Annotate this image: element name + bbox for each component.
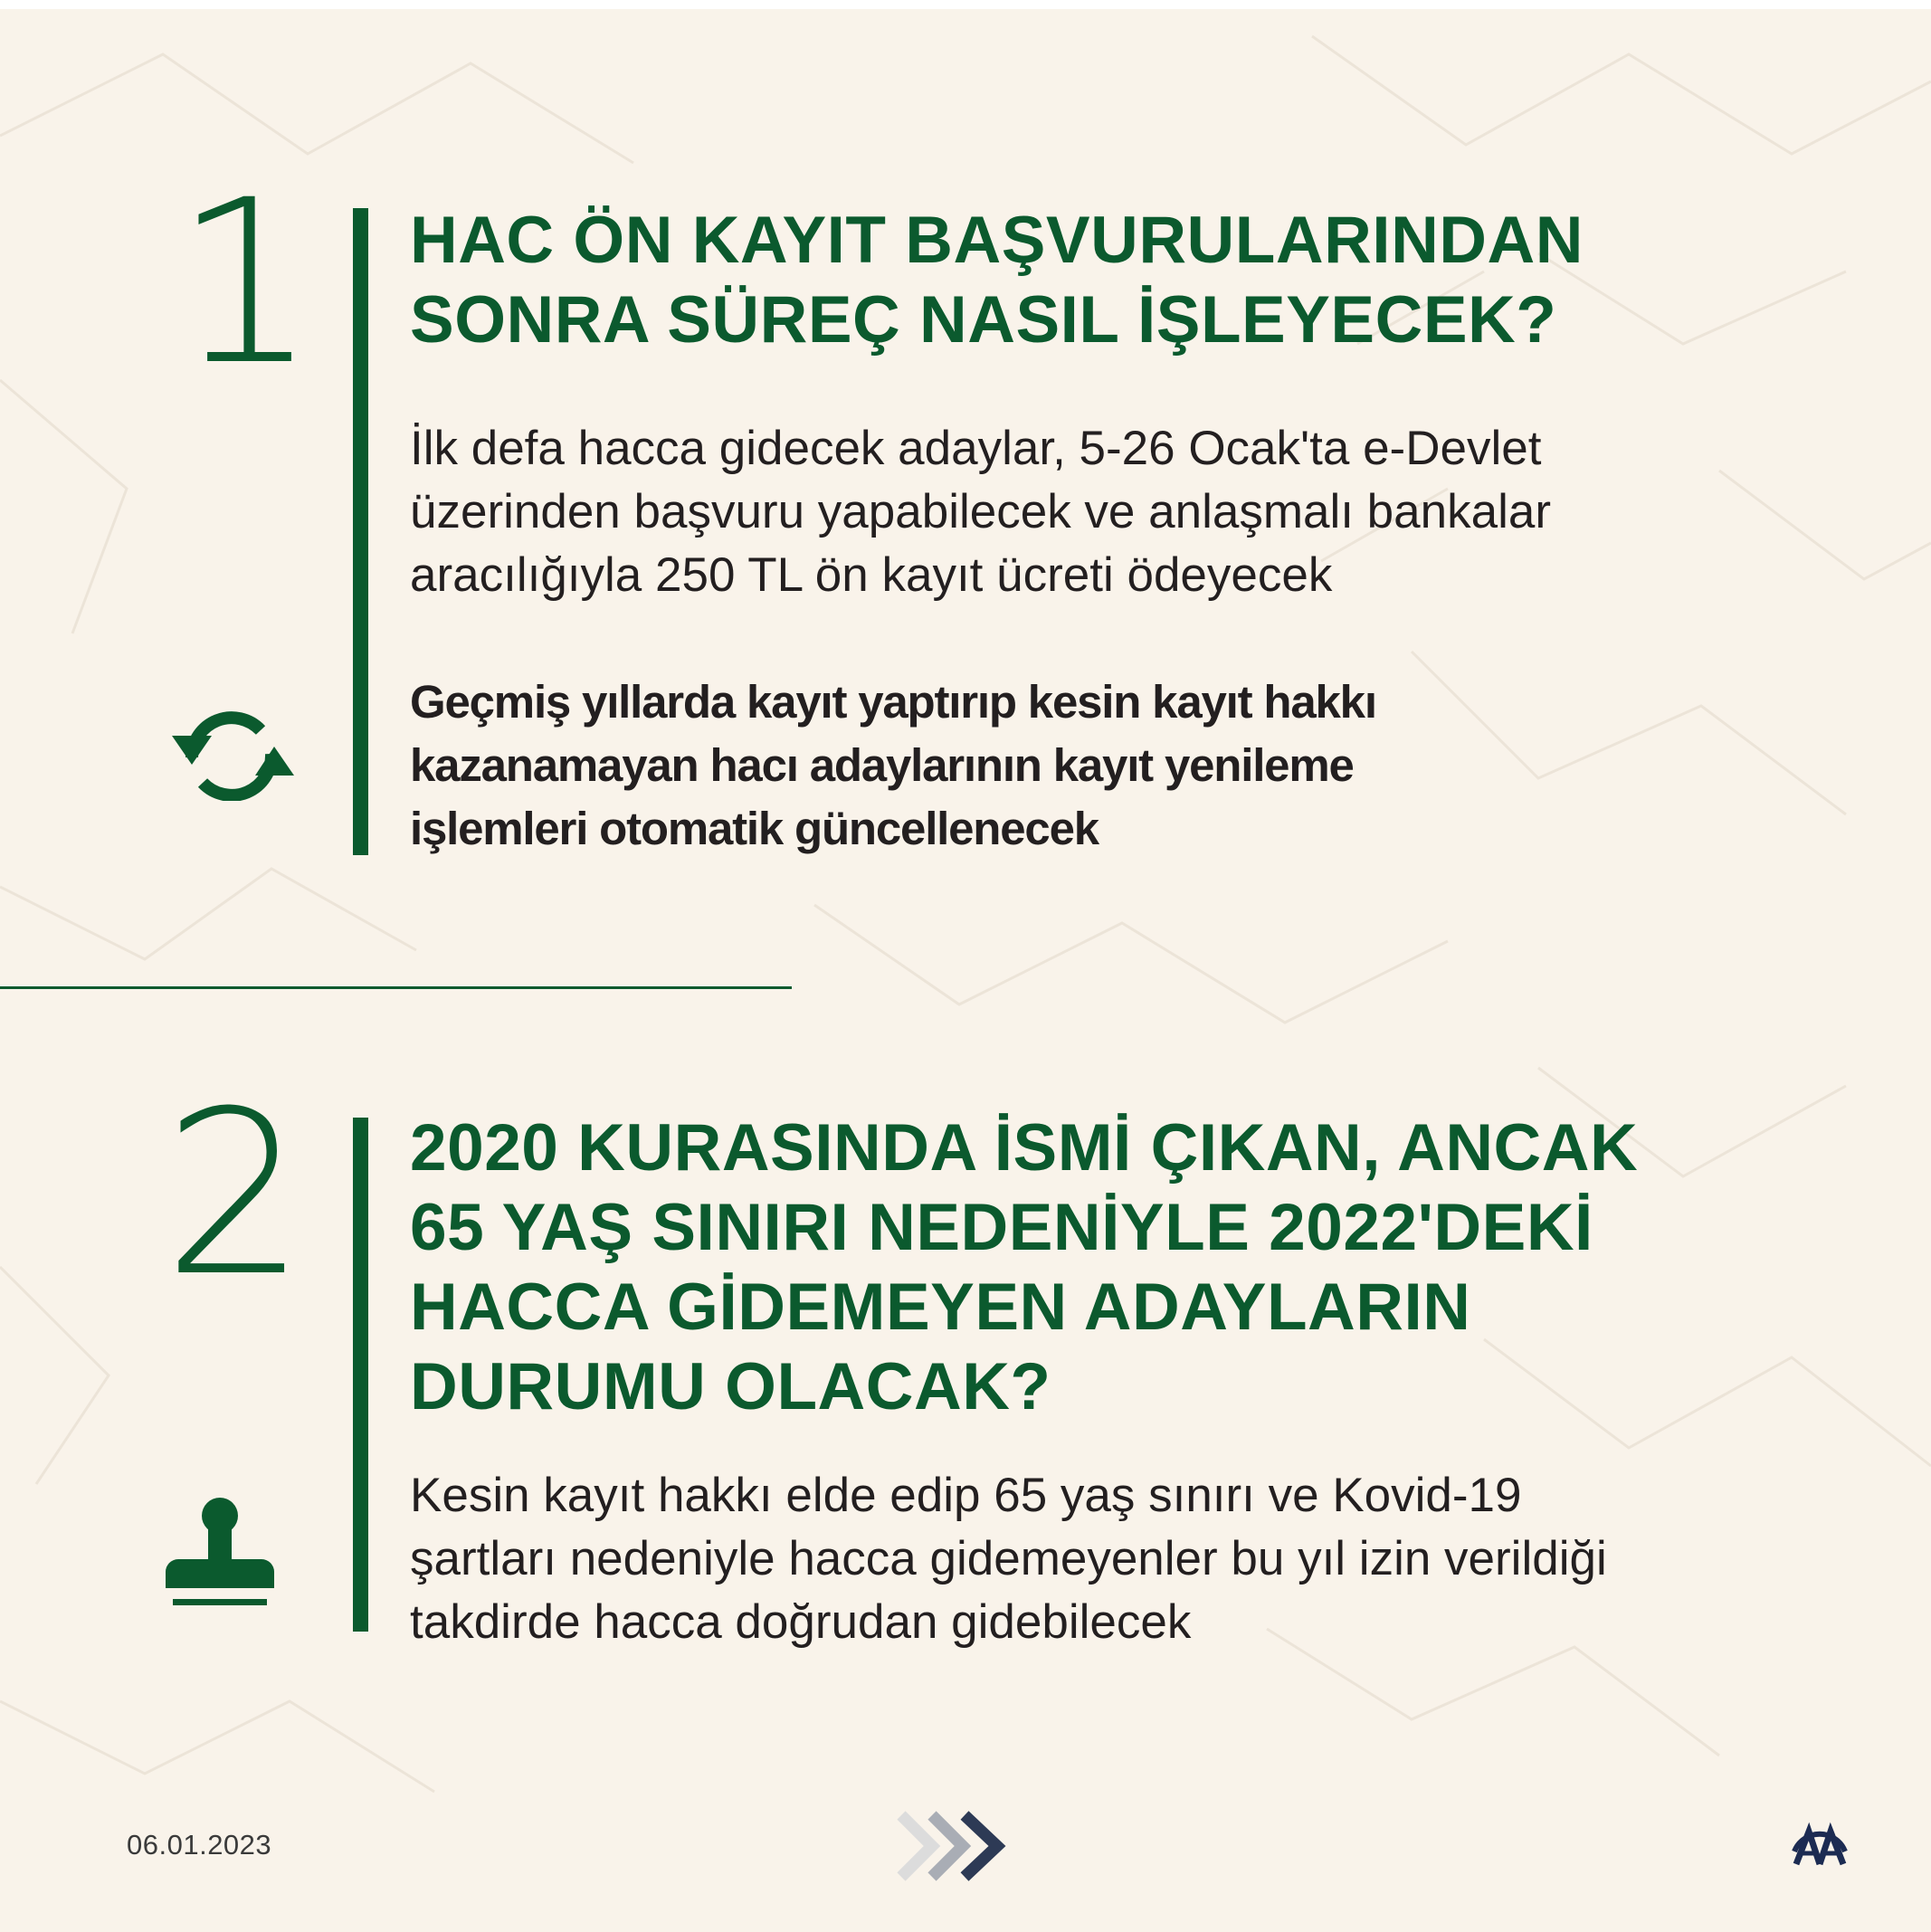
aa-logo-icon (1787, 1810, 1852, 1866)
section-number-1: 1 (174, 151, 319, 414)
paragraph-line: şartları nedeniyle hacca gidemeyenler bu yıl izin verildiği (410, 1532, 1607, 1585)
section-1-accent-bar (353, 208, 368, 855)
paragraph-line: işlemleri otomatik güncellenecek (410, 803, 1099, 854)
paragraph-line: Geçmiş yıllarda kayıt yaptırıp kesin kayıt hakkı (410, 676, 1376, 728)
section-number-2: 2 (163, 1062, 308, 1326)
heading-line: HACCA GİDEMEYEN ADAYLARIN (410, 1271, 1471, 1344)
paragraph-line: takdirde hacca doğrudan gidebilecek (410, 1595, 1192, 1649)
section-1-heading (410, 201, 1584, 360)
heading-line: 65 YAŞ SINIRI NEDENİYLE 2022'DEKİ (410, 1191, 1593, 1264)
paragraph-line: üzerinden başvuru yapabilecek ve anlaşmalı bankalar (410, 485, 1551, 538)
section-1-paragraph-1 (410, 417, 1551, 607)
section-2-accent-bar (353, 1118, 368, 1632)
chevrons-right-icon[interactable] (896, 1808, 1009, 1885)
heading-line: HAC ÖN KAYIT BAŞVURULARINDAN (410, 204, 1584, 277)
publish-date: 06.01.2023 (127, 1829, 272, 1861)
refresh-icon (172, 710, 294, 801)
paragraph-line: Kesin kayıt hakkı elde edip 65 yaş sınırı ve Kovid-19 (410, 1469, 1522, 1522)
section-1-paragraph-2 (410, 671, 1376, 861)
heading-line: SONRA SÜREÇ NASIL İŞLEYECEK? (410, 283, 1557, 357)
top-strip (0, 0, 1931, 9)
stamp-icon (166, 1498, 274, 1615)
paragraph-line: kazanamayan hacı adaylarının kayıt yenileme (410, 739, 1354, 791)
section-divider (0, 986, 792, 989)
paragraph-line: aracılığıyla 250 TL ön kayıt ücreti ödeyecek (410, 548, 1333, 602)
heading-line: 2020 KURASINDA İSMİ ÇIKAN, ANCAK (410, 1111, 1639, 1185)
section-2-heading (410, 1109, 1638, 1427)
heading-line: DURUMU OLACAK? (410, 1350, 1051, 1423)
section-2-paragraph (410, 1464, 1607, 1654)
paragraph-line: İlk defa hacca gidecek adaylar, 5-26 Ocak'ta e-Devlet (410, 422, 1542, 475)
